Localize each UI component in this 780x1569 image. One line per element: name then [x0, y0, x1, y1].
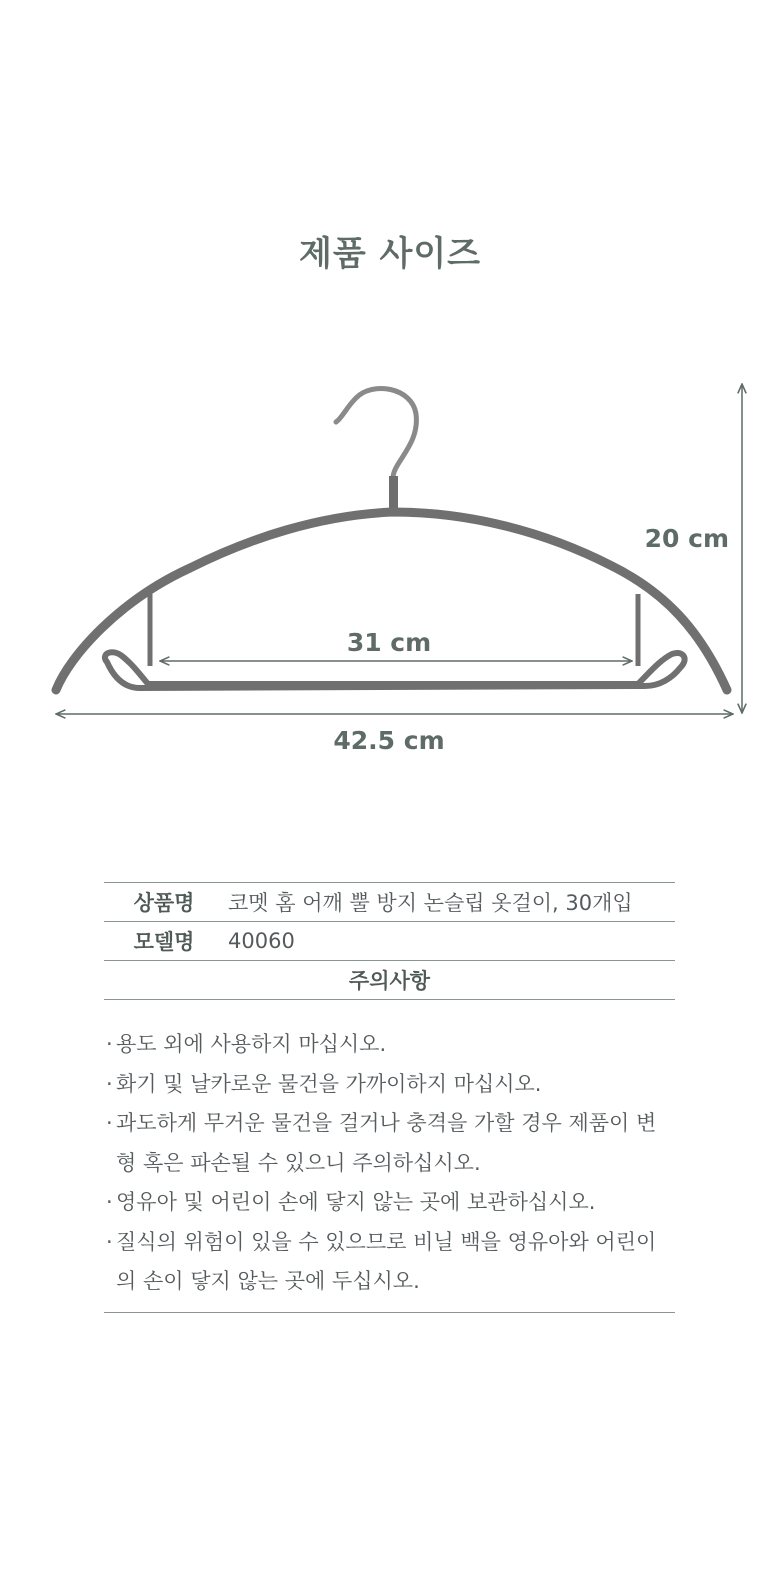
list-item: · 화기 및 날카로운 물건을 가까이하지 마십시오. — [106, 1071, 542, 1096]
hanger-hook — [336, 388, 416, 505]
list-item: · 영유아 및 어린이 손에 닿지 않는 곳에 보관하십시오. — [106, 1190, 596, 1214]
table-row — [104, 961, 675, 1000]
list-item: · 용도 외에 사용하지 마십시오. — [106, 1032, 387, 1056]
spec-table — [104, 882, 675, 1000]
caution-text: 과도하게 무거운 물건을 걸거나 충격을 가할 경우 제품이 변형 혹은 파손될 수 있으니 주의하십시오. — [116, 1111, 657, 1175]
table-row — [104, 922, 675, 961]
caution-heading: 주의사항 — [104, 961, 675, 1000]
caution-text: 질식의 위험이 있을 수 있으므로 비닐 백을 영유아와 어린이의 손이 닿지 않는 곳에 두십시오. — [116, 1229, 657, 1293]
model-name-value: 40060 — [224, 922, 675, 961]
product-name-label: 상품명 — [104, 883, 224, 922]
height-label: 20 cm — [644, 524, 729, 553]
caution-text: 영유아 및 어린이 손에 닿지 않는 곳에 보관하십시오. — [116, 1190, 596, 1214]
list-item: · 과도하게 무거운 물건을 걸거나 충격을 가할 경우 제품이 변형 혹은 파손될 수 있으니 주의하십시오. — [106, 1111, 657, 1175]
hanger-size-diagram — [0, 0, 780, 780]
model-name-label: 모델명 — [104, 922, 224, 961]
page-title: 제품 사이즈 — [298, 234, 482, 274]
table-row — [104, 883, 675, 922]
product-name-value: 코멧 홈 어깨 뿔 방지 논슬립 옷걸이, 30개입 — [224, 883, 675, 922]
caution-text: 용도 외에 사용하지 마십시오. — [116, 1032, 387, 1056]
hanger-bar — [105, 652, 685, 688]
hanger-arc — [56, 512, 727, 690]
caution-text: 화기 및 날카로운 물건을 가까이하지 마십시오. — [116, 1071, 542, 1096]
total-width-label: 42.5 cm — [333, 726, 445, 755]
divider — [104, 1312, 675, 1313]
inner-width-label: 31 cm — [346, 628, 432, 657]
list-item: · 질식의 위험이 있을 수 있으므로 비닐 백을 영유아와 어린이의 손이 닿지 않는 곳에 두십시오. — [106, 1229, 657, 1293]
hanger-neck — [389, 476, 398, 510]
caution-list — [104, 1025, 675, 1302]
